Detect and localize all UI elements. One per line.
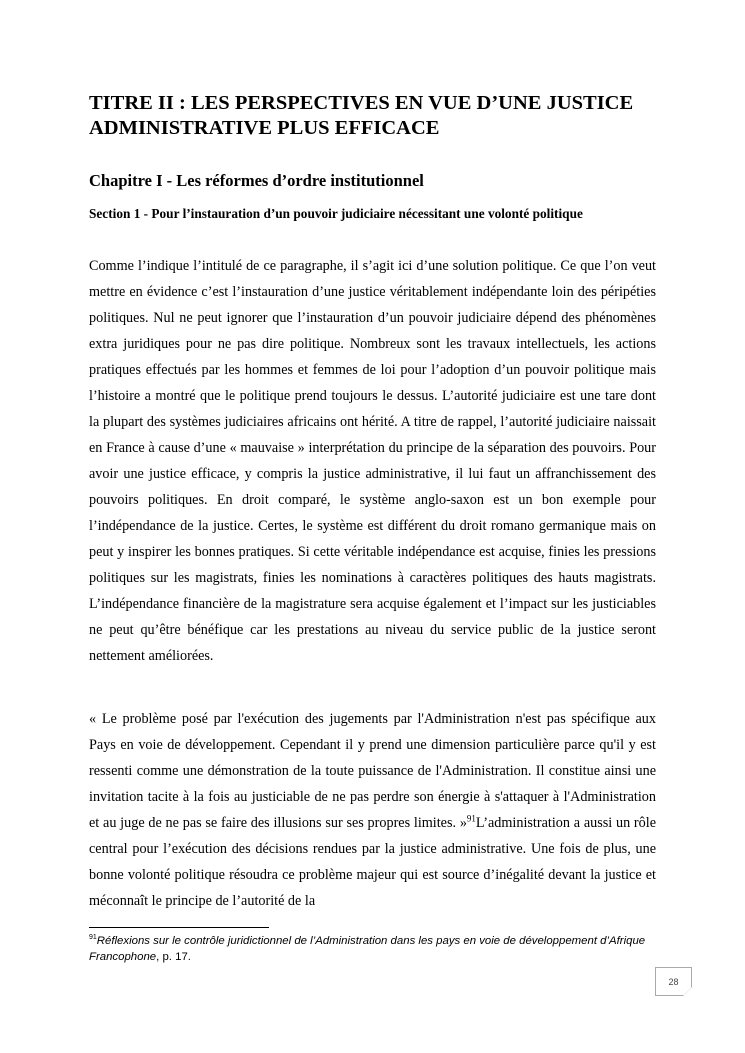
footnote-title: Réflexions sur le contrôle juridictionnel de l’Administration dans les pays en voie de développement d’Afrique Francophone — [89, 935, 646, 963]
quote-text: « Le problème posé par l'exécution des jugements par l'Administration n'est pas spécifique aux Pays en voie de développement. Cependant il y prend une dimension particulière parce qu'il y est ressenti comme une démonstration de la toute puissance de l'Administration. Il constitue ainsi une invitation tacite à la fois au justiciable de ne pas perdre son énergie à s'attaquer à l'Administration et au juge de ne pas se faire des illusions sur ses propres limites. » — [89, 711, 656, 831]
paragraph-continuation: L’administration a aussi un rôle central pour l’exécution des décisions rendues par la justice administrative. Une fois de plus, une bonne volonté politique résoudra ce problème majeur qui est source d’inégalité devant la justice et méconnaît le principe de l’autorité de la — [89, 815, 656, 909]
footnote-separator — [89, 927, 269, 928]
footnote — [89, 933, 669, 965]
footnote-reference[interactable]: 91 — [466, 813, 476, 824]
chapter-heading: Chapitre I - Les réformes d’ordre institutionnel — [89, 171, 424, 190]
page-title: TITRE II : LES PERSPECTIVES EN VUE D’UNE JUSTICE ADMINISTRATIVE PLUS EFFICACE — [89, 92, 634, 139]
body-paragraph-2 — [89, 706, 656, 914]
page-number: 28 — [668, 977, 679, 987]
body-paragraph-1: Comme l’indique l’intitulé de ce paragraphe, il s’agit ici d’une solution politique. Ce que l’on veut mettre en évidence c’est l’instauration d’une justice véritablement indépendante loin des péripéties politiques. Nul ne peut ignorer que l’instauration d’un pouvoir judiciaire dépend des phénomènes extra juridiques pour ne pas dire politique. Nombreux sont les travaux intellectuels, les actions pratiques effectués par les hommes et femmes de loi pour l’adoption d’un pouvoir politique mais l’histoire a montré que le politique prend toujours le dessus. L’autorité judiciaire est une tare dont la plupart des systèmes judiciaires africains ont hérité. A titre de rappel, l’autorité judiciaire naissait en France à cause d’une « mauvaise » interprétation du principe de la séparation des pouvoirs. Pour avoir une justice efficace, y compris la justice administrative, il lui faut un affranchissement des pouvoirs politiques. En droit comparé, le système anglo-saxon est un bon exemple pour l’indépendance de la justice. Certes, le système est différent du droit romano germanique mais on peut y inspirer les bonnes pratiques. Si cette véritable indépendance est acquise, finies les pressions politiques sur les magistrats, finies les nominations à caractères politiques des hauts magistrats. L’indépendance financière de la magistrature sera acquise également et l’impact sur les justiciables ne peut qu’être bénéfique car les prestations au niveau du service public de la justice seront nettement améliorées. — [89, 258, 656, 664]
page-number-badge — [655, 967, 692, 996]
section-heading: Section 1 - Pour l’instauration d’un pouvoir judiciaire nécessitant une volonté politique — [89, 206, 583, 221]
footnote-number: 91 — [89, 934, 97, 942]
footnote-suffix: , p. 17. — [156, 951, 191, 963]
